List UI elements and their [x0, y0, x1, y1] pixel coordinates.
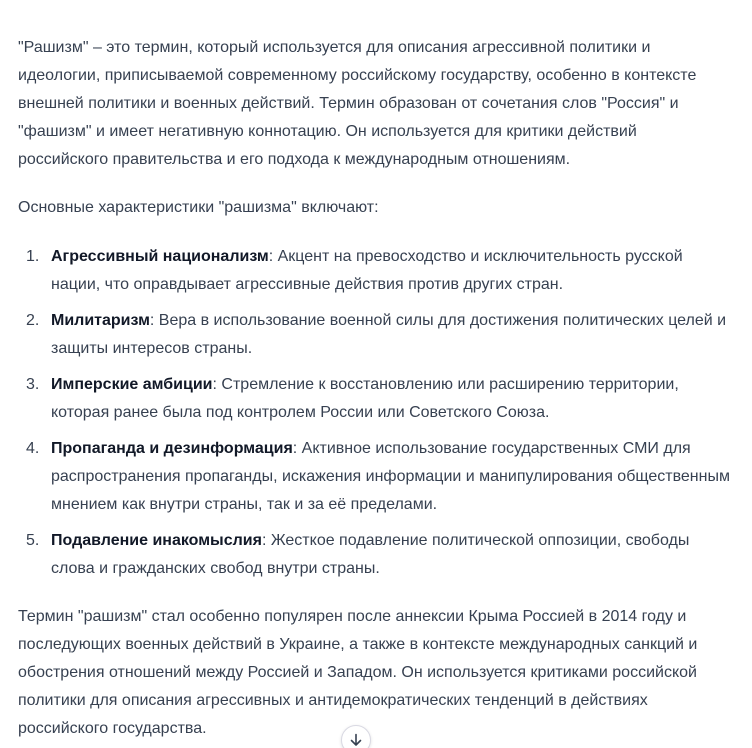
- list-item-title: Агрессивный национализм: [51, 248, 269, 265]
- list-item: [18, 527, 730, 583]
- list-item-title: Пропаганда и дезинформация: [51, 440, 293, 457]
- list-item-number: 5.: [26, 532, 40, 549]
- list-item-text: : Жесткое подавление политической оппозиции, свободы слова и гражданских свобод внутри страны.: [51, 532, 690, 577]
- list-item-title: Имперские амбиции: [51, 376, 213, 393]
- list-item-text: : Акцент на превосходство и исключительность русской нации, что оправдывает агрессивные действия против других стран.: [51, 248, 683, 293]
- list-item-title: Милитаризм: [51, 312, 150, 329]
- list-item-number: 1.: [26, 248, 40, 265]
- list-item-number: 2.: [26, 312, 40, 329]
- list-item: [18, 307, 730, 363]
- list-item-text: : Вера в использование военной силы для достижения политических целей и защиты интересов страны.: [51, 312, 727, 357]
- list-item-text: : Активное использование государственных СМИ для распространения пропаганды, искажения информации и манипулирования общественным мнением как внутри страны, так и за её пределами.: [51, 440, 730, 513]
- list-item-title: Подавление инакомыслия: [51, 532, 262, 549]
- list-item: [18, 371, 730, 427]
- list-item-number: 3.: [26, 376, 40, 393]
- arrow-down-icon: [349, 733, 363, 747]
- characteristics-list: [18, 243, 730, 583]
- list-item-number: 4.: [26, 440, 40, 457]
- list-item: [18, 243, 730, 299]
- list-lead-paragraph: Основные характеристики "рашизма" включают:: [18, 199, 379, 216]
- intro-paragraph: "Рашизм" – это термин, который используется для описания агрессивной политики и идеологии, приписываемой современному российскому государству, особенно в контексте внешней политики и военных действий. Термин образован от сочетания слов "Россия" и "фашизм" и имеет негативную коннотацию. Он используется для критики действий российского правительства и его подхода к международным отношениям.: [18, 39, 697, 168]
- assistant-message: [18, 34, 730, 743]
- scroll-to-bottom-button[interactable]: [341, 725, 371, 748]
- list-item: [18, 435, 730, 519]
- conclusion-paragraph: Термин "рашизм" стал особенно популярен после аннексии Крыма Россией в 2014 году и последующих военных действий в Украине, а также в контексте международных санкций и обострения отношений между Россией и Западом. Он используется критиками российской политики для описания агрессивных и антидемократических тенденций в действиях российского государства.: [18, 608, 698, 737]
- list-item-text: : Стремление к восстановлению или расширению территории, которая ранее была под контролем России или Советского Союза.: [51, 376, 679, 421]
